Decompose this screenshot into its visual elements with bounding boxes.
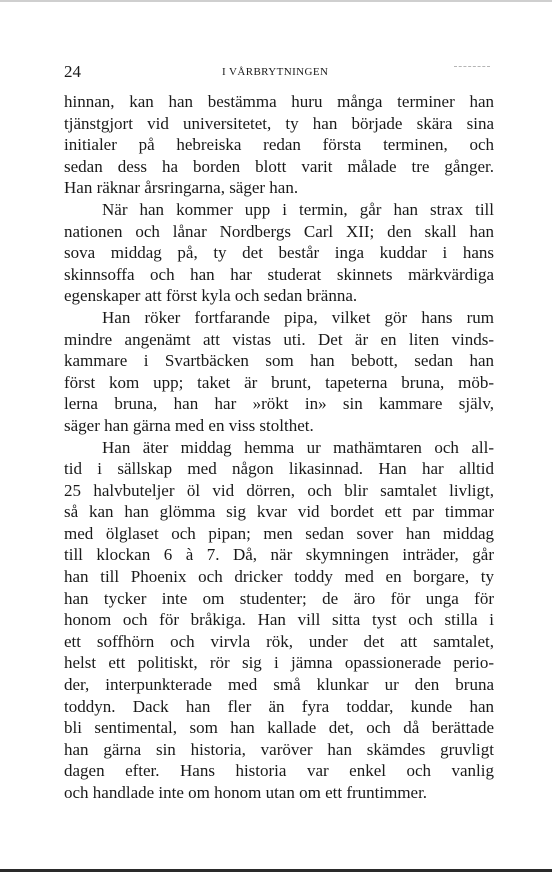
page-header (64, 62, 494, 82)
running-head: I VÅRBRYTNINGEN (222, 66, 329, 78)
text-line: han till Phoenix och dricker toddy med en borgare, ty (64, 567, 494, 587)
text-line: först kom upp; taket är brunt, tapeterna bruna, möb- (64, 372, 494, 392)
text-line: ett soffhörn och virvla rök, under det att samtalet, (64, 631, 494, 651)
text-line: hinnan, kan han bestämma huru många terminer han (64, 92, 494, 111)
text-line: Han räknar årsringarna, säger han. (64, 178, 299, 198)
corner-mark (454, 66, 490, 68)
text-line: lerna bruna, han har »rökt in» sin kammare själv, (64, 394, 494, 414)
text-line: nationen och lånar Nordbergs Carl XII; den skall han (64, 221, 494, 241)
bottom-edge-rule (0, 869, 552, 872)
text-line: dagen efter. Hans historia var enkel och vanlig (64, 761, 494, 781)
text-line: initialer på hebreiska redan första terminen, och (64, 135, 494, 155)
text-line: tid i sällskap med någon likasinnad. Han har alltid (64, 459, 494, 479)
text-line: han tycker inte om studenter; de äro för unga för (64, 588, 494, 608)
top-edge-rule (0, 0, 552, 2)
text-line: han gärna sin historia, varöver han skämdes gruvligt (64, 739, 494, 759)
text-line: der, interpunkterade med små klunkar ur den bruna (64, 675, 494, 695)
text-line: toddyn. Dack han fler än fyra toddar, kunde han (64, 696, 494, 716)
page-number: 24 (64, 62, 81, 81)
body-text (64, 91, 494, 804)
text-line: sedan dess ha borden blott varit målade tre gånger. (64, 156, 494, 176)
text-line: 25 halvbuteljer öl vid dörren, och blir samtalet livligt, (64, 480, 494, 500)
text-line: helst ett politiskt, rör sig i jämna opassionerade perio- (64, 653, 494, 673)
text-line: med ölglaset och pipan; men sedan sover han middag (64, 523, 494, 543)
text-line: När han kommer upp i termin, går han strax till (102, 199, 494, 219)
text-line: säger han gärna med en viss stolthet. (64, 415, 314, 435)
text-line: kammare i Svartbäcken som han bebott, sedan han (64, 351, 494, 371)
text-line: bli sentimental, som han kallade det, och då berättade (64, 718, 494, 738)
text-line: egenskaper att först kyla och sedan bränna. (64, 286, 358, 306)
text-line: till klockan 6 à 7. Då, när skymningen inträder, går (64, 545, 494, 565)
text-line: skinnsoffa och han har studerat skinnets märkvärdiga (64, 264, 494, 284)
text-line: tjänstgjort vid universitetet, ty han började skära sina (64, 113, 494, 133)
text-line: och handlade inte om honom utan om ett fruntimmer. (64, 783, 428, 802)
text-line: Han röker fortfarande pipa, vilket gör hans rum (102, 307, 494, 327)
text-line: honom och för bråkiga. Han vill sitta tyst och stilla i (64, 610, 494, 630)
text-line: mindre angenämt att vistas uti. Det är en liten vinds- (64, 329, 494, 349)
text-line: Han äter middag hemma ur mathämtaren och all- (102, 437, 494, 457)
text-line: sova middag på, ty det består inga kuddar i hans (64, 243, 494, 263)
text-line: så kan han glömma sig kvar vid bordet ett par timmar (64, 502, 494, 522)
